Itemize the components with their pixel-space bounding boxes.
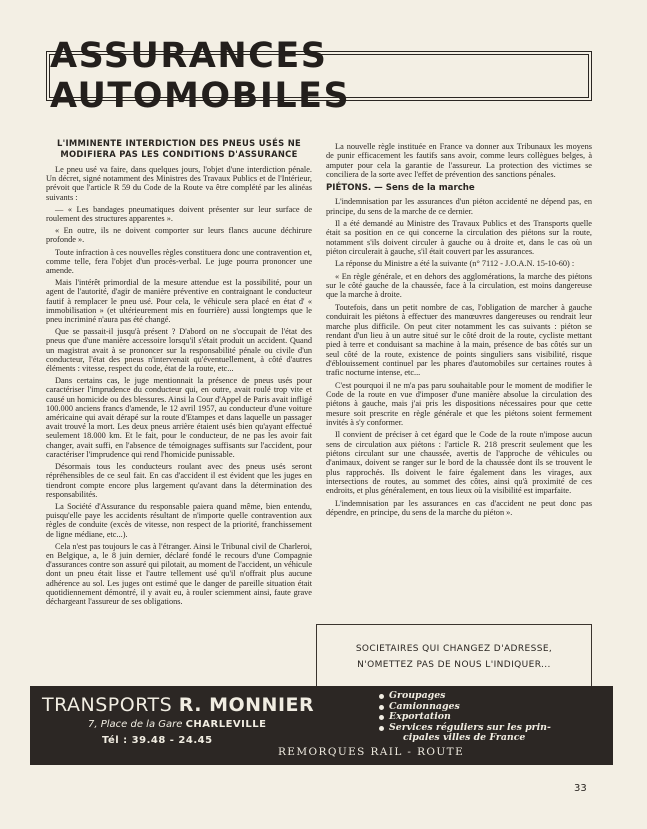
ad-service-item: Exportation: [377, 712, 607, 723]
paragraph: Désormais tous les conducteurs roulant avec des pneus usés seront répréhensibles de ce seul fait. En cas d'accident il est évident que les juges en tiendront compte encore plus largement qu'avant dans la détermination des responsabilités.: [46, 462, 312, 499]
paragraph: L'indemnisation par les assurances d'un piéton accidenté ne dépend pas, en principe, du sens de la marche de ce dernier.: [326, 197, 592, 216]
paragraph: C'est pourquoi il ne m'a pas paru souhaitable pour le moment de modifier le Code de la route en vue d'imposer d'une manière absolue la circulation des piétons à gauche, mais j'ai pris les dispositions nécessaires pour que cette mesure soit prescrite en règle générale et que les piétons soient fermement invités à s'y conformer.: [326, 380, 592, 427]
paragraph: La réponse du Ministre a été la suivante (n° 7112 - J.O.A.N. 15-10-60) :: [335, 259, 575, 269]
ad-company-name: [42, 694, 314, 716]
title-banner: [46, 36, 592, 116]
paragraph: Dans certains cas, le juge mentionnait la présence de pneus usés pour caractériser l'imprudence du conducteur qui, en outre, avait roulé trop vite et causé un homicide ou des blessures. Ainsi la Cour d'Appel de Paris avait infligé 100.000 anciens francs d'amende, le 12 avril 1957, au conducteur d'une voiture américaine qui avait dérapé sur la route d'Etampes et dans laquelle un passager avait trouvé la mort. Les deux pneus arrière étaient usés bien qu'ayant effectué seulement 18.000 km. Et le fait, pour le conducteur, de ne pas les avoir fait changer, avait suffi, en l'absence de témoignages suffisants sur l'accident, pour caractériser l'imprudence qui rend l'homicide punissable.: [46, 376, 312, 459]
paragraph: « En règle générale, et en dehors des agglomérations, la marche des piétons sur le côté gauche de la chaussée, face à la circulation, est moins dangereuse que la marche à droite.: [326, 271, 592, 300]
ad-company-prefix: TRANSPORTS: [42, 694, 173, 716]
address-change-notice: [316, 624, 592, 690]
page-title: ASSURANCES AUTOMOBILES: [50, 36, 351, 116]
notice-line: N'OMETTEZ PAS DE NOUS L'INDIQUER...: [357, 660, 551, 670]
ad-phone: [102, 735, 213, 746]
ad-service-item: Groupages: [377, 691, 607, 702]
ad-city: CHARLEVILLE: [185, 719, 267, 730]
transport-advertisement: [30, 686, 613, 765]
section-heading: PIÉTONS. — Sens de la marche: [326, 183, 475, 194]
paragraph: Mais l'intérêt primordial de la mesure attendue est la possibilité, pour un agent de l'autorité, d'agir de manière préventive en contraignant le conducteur fautif à remplacer le pneu usé. Pour cela, le véhicule sera placé en état d' « immobilisation » (et ultérieurement mis en fourrière) aussi longtemps que le pneu incriminé n'aura pas été changé.: [46, 278, 312, 325]
article-heading: L'IMMINENTE INTERDICTION DES PNEUS USÉS NE MODIFIERA PAS LES CONDITIONS D'ASSURANCE: [56, 138, 302, 159]
right-column: [326, 142, 592, 520]
paragraph: L'indemnisation par les assurances en cas d'accident ne peut donc pas dépendre, en principe, du sens de la marche du piéton ».: [326, 498, 592, 518]
ad-phone-numbers: 39.48 - 24.45: [131, 735, 213, 746]
paragraph: La Société d'Assurance du responsable paiera quand même, bien entendu, puisqu'elle paye les accidents résultant de n'importe quelle contravention aux règles de conduite (excès de vitesse, non respect de la priorité, franchissement de ligne médiane, etc...).: [46, 501, 312, 539]
paragraph: Cela n'est pas toujours le cas à l'étranger. Ainsi le Tribunal civil de Charleroi, en Belgique, a, le 8 juin dernier, déclaré fondé le recours d'une Compagnie d'assurances contre son assuré qui pilotait, au moment de l'accident, un véhicule dont un pneu était lisse et l'autre tellement usé qu'il n'offrait plus aucune adhérence au sol. Les juges ont estimé que le danger de pareille situation était quotidiennement démontré, il y avait eu, à rouler sciemment ainsi, faute grave déchargeant l'assureur de ses obligations.: [46, 541, 312, 606]
ad-service-continuation: cipales villes de France: [403, 732, 526, 744]
ad-service-item: Services réguliers sur les prin-: [377, 723, 607, 734]
ad-company-owner: R. MONNIER: [178, 694, 315, 716]
page-number: 33: [574, 783, 587, 794]
ad-tagline: REMORQUES RAIL - ROUTE: [278, 746, 465, 758]
paragraph: « En outre, ils ne doivent comporter sur leurs flancs aucune déchirure profonde ».: [46, 226, 312, 245]
paragraph: Il convient de préciser à cet égard que le Code de la route n'impose aucun sens de circulation aux piétons : l'article R. 218 prescrit seulement que les piétons circulant sur une chaussée, avertis de l'approche de véhicules ou d'animaux, doivent se ranger sur le bord de la chaussée dont ils se trouvent le plus rapprochés. Ils doivent le faire également dans les virages, aux intersections de routes, au sommet des côtes, ainsi qu'à proximité de ces endroits, et plus généralement, en tous lieux où la visibilité est imparfaite.: [326, 430, 592, 496]
ad-services-list: [377, 691, 607, 744]
ad-phone-label: Tél :: [102, 735, 128, 746]
ad-address: [88, 719, 266, 730]
ad-street: 7, Place de la Gare: [88, 719, 183, 730]
paragraph: Il a été demandé au Ministre des Travaux Publics et des Transports quelle était sa position en ce qui concerne la circulation des piétons sur la route, notamment s'ils doivent circuler à gauche ou à droite et, dans le cas où un piéton circulerait à gauche, s'il était couvert par les assurances.: [326, 219, 592, 257]
paragraph: Toutefois, dans un petit nombre de cas, l'obligation de marcher à gauche conduirait les piétons à effectuer des manœuvres dangereuses ou rendrait leur marche plus difficile. On peut citer notamment les cas suivants : piéton se rendant d'un lieu à un autre situé sur le côté droit de la route, cycliste mettant pied à terre et conduisant sa machine à la main, présence de bas côtés sur un seul côté de la route, existence de points singuliers sans visibilité, risque d'éblouissement continuel par les phares d'automobiles sur certaines routes à trafic nocturne intense, etc...: [326, 302, 592, 378]
paragraph: Toute infraction à ces nouvelles règles constituera donc une contravention et, comme telle, fera l'objet d'un procès-verbal. Le juge pourra prononcer une amende.: [46, 247, 312, 276]
paragraph: Que se passait-il jusqu'à présent ? D'abord on ne s'occupait de l'état des pneus que d'une manière accessoire lorsqu'il s'était produit un accident. Quand un magistrat avait à se prononcer sur la responsabilité pénale ou civile d'un conducteur, l'état des pneus n'intervenait qu'éventuellement, à côté d'autres éléments : vitesse, respect du code, état de la route, etc...: [46, 327, 312, 374]
paragraph: La nouvelle règle instituée en France va donner aux Tribunaux les moyens de punir efficacement les fautifs sans avoir, comme leurs collègues belges, à amputer pour cela la garantie de l'assureur. La protection des victimes se conciliera de la sorte avec l'effet de prévention des sanctions pénales.: [326, 142, 592, 180]
ad-service-item: Camionnages: [377, 702, 607, 713]
left-column: [46, 138, 312, 609]
paragraph: — « Les bandages pneumatiques doivent présenter sur leur surface de roulement des structures apparentes ».: [46, 204, 312, 224]
notice-line: SOCIETAIRES QUI CHANGEZ D'ADRESSE,: [355, 644, 553, 654]
paragraph: Le pneu usé va faire, dans quelques jours, l'objet d'une interdiction pénale. Un décret, signé notamment des Ministres des Travaux Publics et de l'Intérieur, prévoit que l'article R 59 du Code de la Route va être complété par les alinéas suivants :: [46, 165, 312, 202]
